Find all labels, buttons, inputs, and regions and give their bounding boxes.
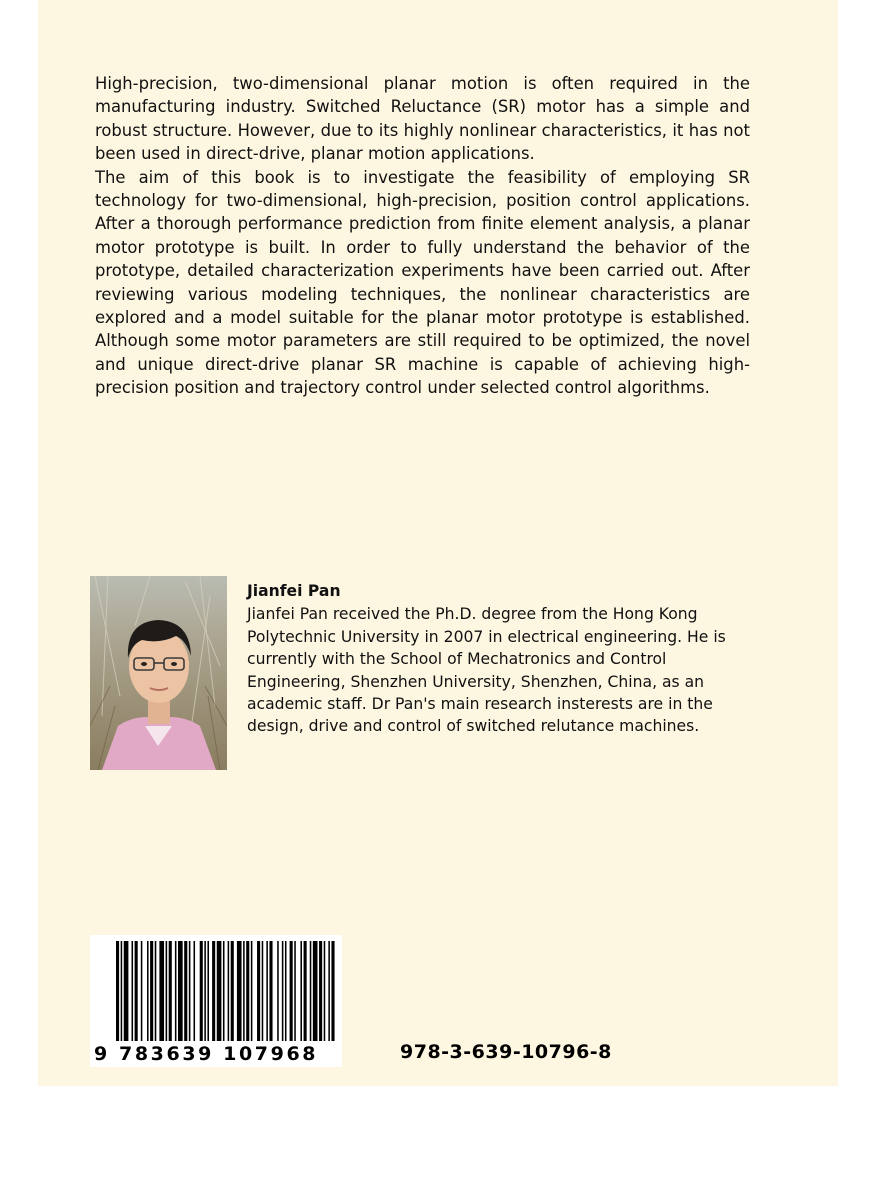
barcode-digits: 9 783639 107968 [94, 1043, 319, 1065]
author-bio: Jianfei Pan received the Ph.D. degree from the Hong Kong Polytechnic University in 2007 in electrical engineering. He is currently with the School of Mechatronics and Control Engineering, Shenzhen University, Shenzhen, China, as an academic staff. Dr Pan's main research insterests are in the design, drive and control of switched relutance machines. [247, 605, 726, 736]
isbn-number: 978-3-639-10796-8 [400, 1041, 612, 1063]
author-name: Jianfei Pan [247, 582, 341, 600]
description-paragraph-1: High-precision, two-dimensional planar motion is often required in the manufacturing industry. Switched Reluctance (SR) motor has a simple and robust structure. However, due to its highly nonlinear characteristics, it has not been used in direct-drive, planar motion applications. [95, 74, 750, 164]
author-photo [90, 576, 227, 770]
book-description [95, 72, 750, 400]
author-section [247, 580, 767, 738]
description-paragraph-2: The aim of this book is to investigate the feasibility of employing SR technology for two-dimensional, high-precision, position control applications. After a thorough performance prediction from finite element analysis, a planar motor prototype is built. In order to fully understand the behavior of the prototype, detailed characterization experiments have been carried out. After reviewing various modeling techniques, the nonlinear characteristics are explored and a model suitable for the planar motor prototype is established. Although some motor parameters are still required to be optimized, the novel and unique direct-drive planar SR machine is capable of achieving high-precision position and trajectory control under selected control algorithms. [95, 167, 750, 398]
isbn-barcode [90, 935, 342, 1067]
barcode-icon [90, 935, 342, 1047]
